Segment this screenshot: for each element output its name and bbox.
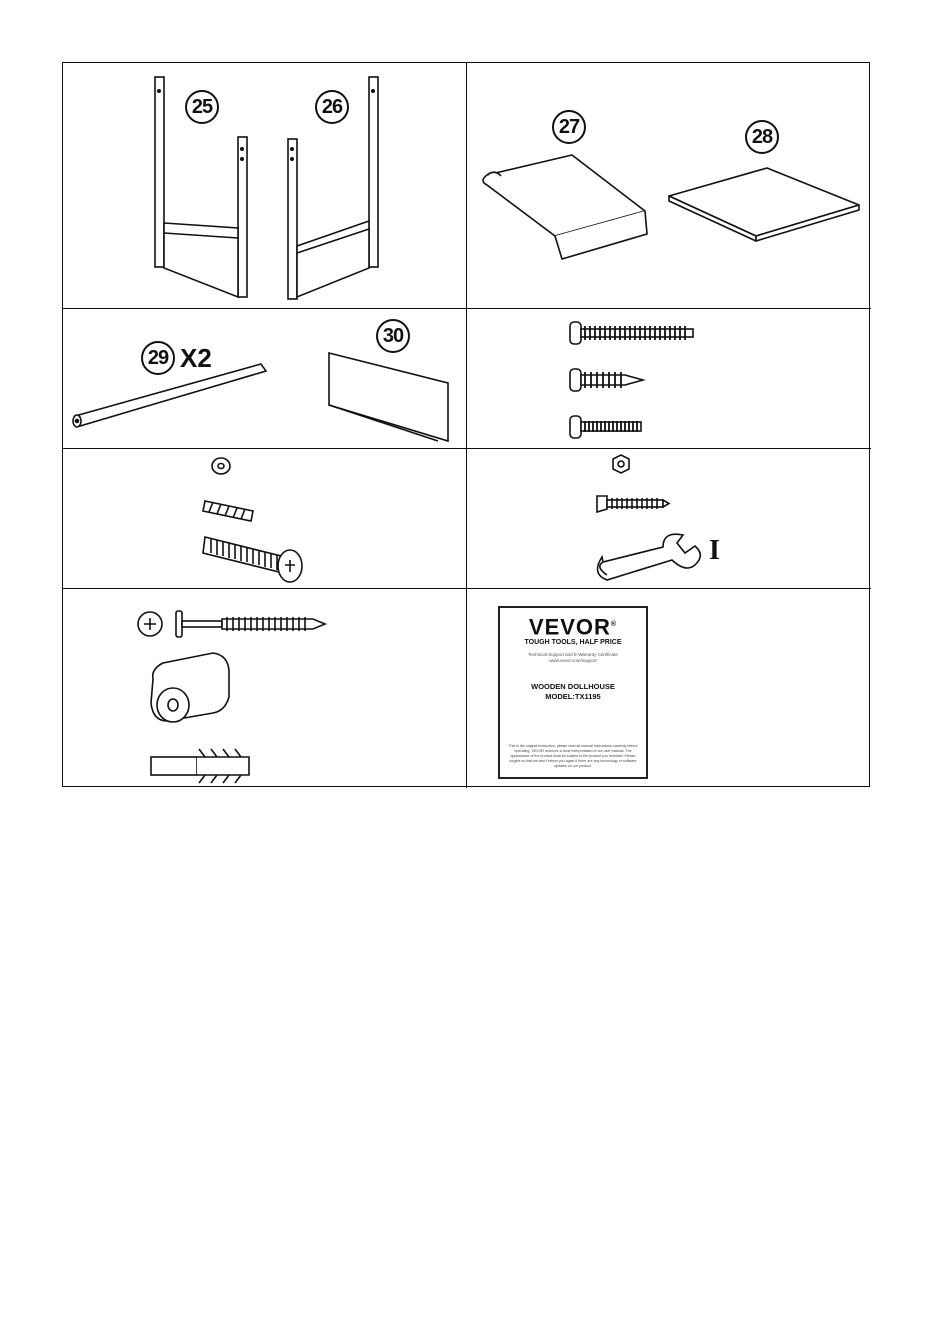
cell-side-frames xyxy=(63,63,467,308)
manual-brand-logo xyxy=(500,614,646,638)
part-number-25: 25 xyxy=(185,90,219,124)
instruction-manual xyxy=(498,606,648,779)
manual-model-number: MODEL:TX1195 xyxy=(545,692,601,702)
cell-rod-and-board xyxy=(63,308,467,448)
nut-screw-wrench-drawing xyxy=(467,449,871,588)
part-29-quantity: X2 xyxy=(180,343,212,373)
cell-screws xyxy=(467,308,871,448)
cell-roof-and-panel xyxy=(467,63,871,308)
manual-slogan: TOUGH TOOLS, HALF PRICE xyxy=(524,639,622,647)
washer-pin-bolt-drawing xyxy=(63,449,467,588)
cell-nut-screw-wrench xyxy=(467,448,871,588)
part-number-27: 27 xyxy=(552,110,586,144)
manual-support-line-1: Technical Support and E-Warranty Certificate xyxy=(528,652,618,658)
cell-washer-pin-bolt xyxy=(63,448,467,588)
cell-instruction-manual xyxy=(467,588,871,788)
manual-brand-text: VEVOR xyxy=(528,614,611,640)
manual-trademark: ® xyxy=(610,621,618,628)
part-number-28: 28 xyxy=(745,120,779,154)
screw-spacer-anchor-drawing xyxy=(63,589,467,788)
manual-footer-text: This is the original instruction, please read all manual instructions carefully before operating. VEVOR reserves a clear interpretation of our user manual. The appearance of the product shall be subject to the product you received. Please forgive us that we won't inform you again if there are any technology or software updates on our product. xyxy=(508,744,638,768)
tool-letter-label: I xyxy=(709,535,720,566)
part-number-26: 26 xyxy=(315,90,349,124)
roof-panel-drawing xyxy=(467,63,871,308)
screws-drawing xyxy=(467,309,871,448)
cell-screw-spacer-anchor xyxy=(63,588,467,788)
part-number-30: 30 xyxy=(376,319,410,353)
part-number-29: 29 xyxy=(141,341,175,375)
manual-support-line-2: www.vevor.com/support xyxy=(549,658,597,664)
side-frames-drawing xyxy=(63,63,467,308)
parts-list-grid xyxy=(62,62,870,787)
manual-product-name: WOODEN DOLLHOUSE xyxy=(531,682,615,692)
